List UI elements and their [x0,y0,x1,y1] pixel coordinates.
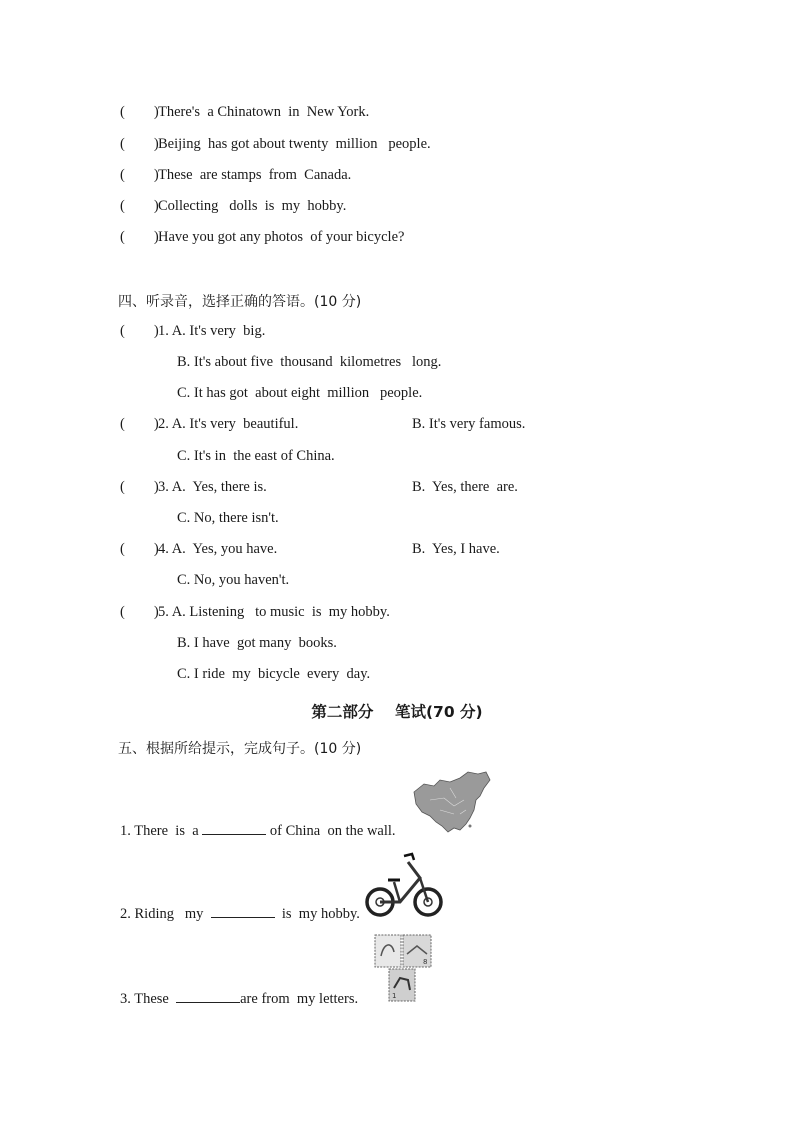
answer-blank[interactable] [176,990,240,1003]
option-c: C. It's in the east of China. [177,448,335,464]
answer-paren[interactable]: ( ) [120,416,159,432]
section5-sentence-3: 3. These are from my letters. [120,991,359,1007]
option-b: B. It's about five thousand kilometres long. [177,354,442,370]
item-text: Have you got any photos of your bicycle? [158,229,405,245]
answer-paren[interactable]: ( ) [120,323,159,339]
section4-question-2 [120,416,298,433]
answer-paren[interactable]: ( ) [120,167,159,183]
section4-question-4 [120,541,277,558]
section3-item-5 [120,229,404,246]
answer-paren[interactable]: ( ) [120,479,159,495]
section5-sentence-2: 2. Riding my is my hobby. [120,906,360,922]
question-number: 1. [158,323,169,339]
option-a: A. It's very beautiful. [171,416,299,432]
option-b: B. Yes, there are. [412,479,518,495]
item-text: These are stamps from Canada. [158,167,352,183]
section3-item-2 [120,136,431,153]
item-text: Beijing has got about twenty million people. [158,136,431,152]
option-c: C. No, there isn't. [177,510,279,526]
item-text: Collecting dolls is my hobby. [158,198,347,214]
section4-question-3 [120,479,267,496]
china-map-icon [410,770,492,834]
answer-paren[interactable]: ( ) [120,229,159,245]
stamps-icon [372,932,436,1004]
stamp-value-label: 1 [392,992,397,1000]
answer-paren[interactable]: ( ) [120,541,159,557]
section4-question-5 [120,604,390,621]
section5-sentence-1: 1. There is a of China on the wall. [120,823,396,839]
option-a: A. It's very big. [171,323,266,339]
option-c: C. It has got about eight million people. [177,385,423,401]
answer-paren[interactable]: ( ) [120,136,159,152]
option-b: B. Yes, I have. [412,541,500,557]
option-a: A. Yes, you have. [171,541,278,557]
option-b: B. It's very famous. [412,416,526,432]
answer-blank[interactable] [211,905,275,918]
stamp-value-label: 8 [423,958,428,966]
question-number: 3. [158,479,169,495]
answer-paren[interactable]: ( ) [120,104,159,120]
part2-title: 第二部分 笔试(70 分) [311,703,483,721]
answer-blank[interactable] [202,822,266,835]
section4-heading: 四、听录音，选择正确的答语。(10 分) [118,294,362,310]
question-number: 4. [158,541,169,557]
question-number: 5. [158,604,169,620]
bicycle-icon [364,850,446,920]
section3-item-4 [120,198,346,215]
section4-question-1 [120,323,265,340]
section5-heading: 五、根据所给提示，完成句子。(10 分) [118,741,362,757]
option-a: A. Yes, there is. [171,479,267,495]
option-a: A. Listening to music is my hobby. [171,604,390,620]
section3-item-3 [120,167,351,184]
option-b: B. I have got many books. [177,635,337,651]
section3-item-1 [120,104,369,121]
option-c: C. I ride my bicycle every day. [177,666,371,682]
option-c: C. No, you haven't. [177,572,290,588]
answer-paren[interactable]: ( ) [120,198,159,214]
answer-paren[interactable]: ( ) [120,604,159,620]
item-text: There's a Chinatown in New York. [158,104,370,120]
question-number: 2. [158,416,169,432]
